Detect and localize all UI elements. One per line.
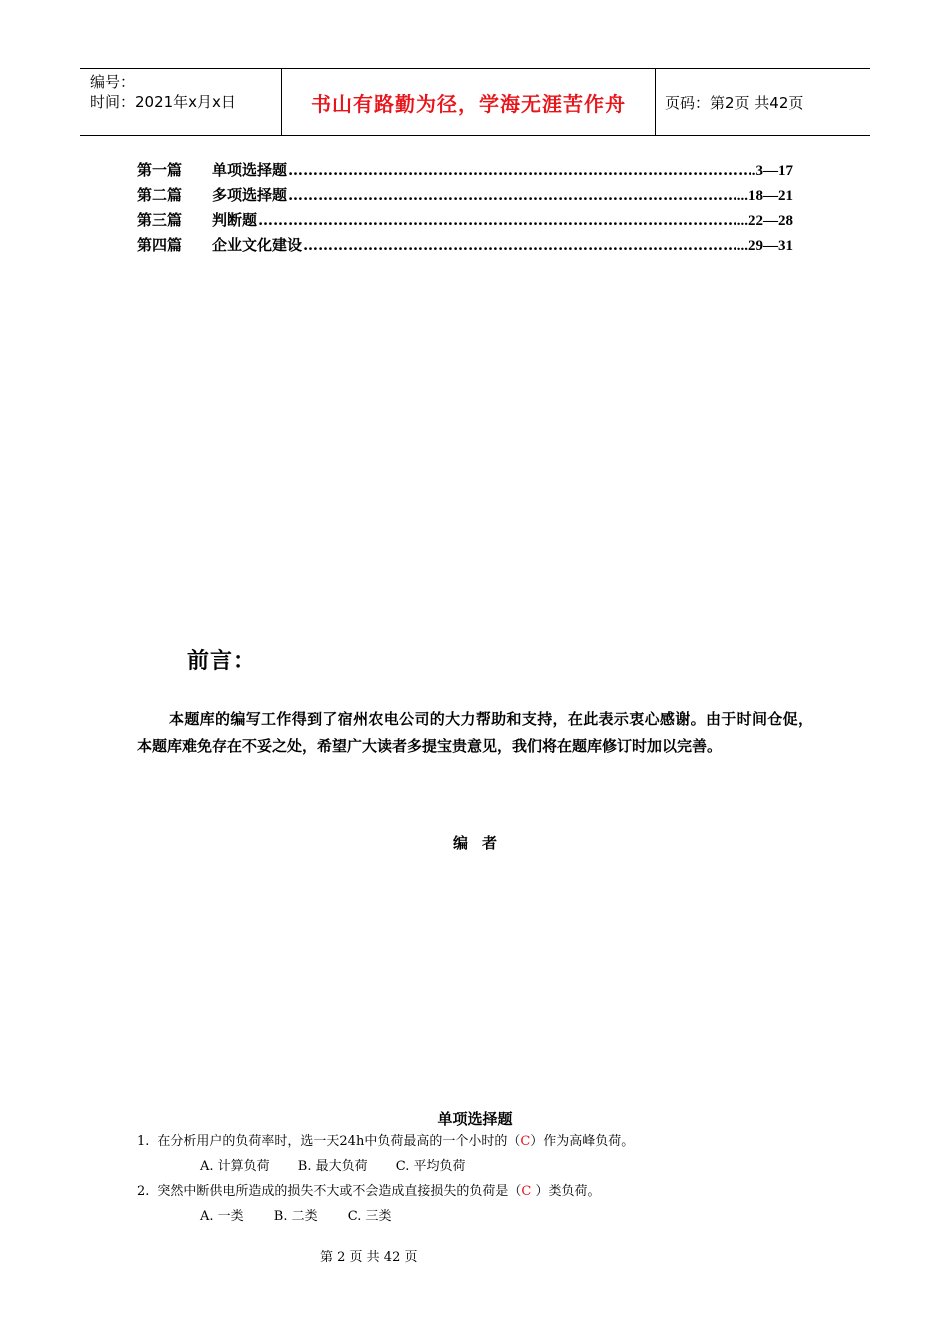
preface-body: 本题库的编写工作得到了宿州农电公司的大力帮助和支持，在此表示衷心感谢。由于时间仓促，本题库难免存在不妥之处，希望广大读者多提宝贵意见，我们将在题库修订时加以完善。: [137, 710, 813, 755]
question-options: [200, 1158, 490, 1176]
toc-part: 第三篇: [137, 211, 183, 229]
toc-title: 多项选择题: [212, 186, 288, 204]
question-text-after: ）类负荷。: [531, 1184, 601, 1199]
option-b: B. 最大负荷: [297, 1159, 368, 1174]
question-answer: C: [521, 1184, 532, 1199]
option-a: A. 计算负荷: [200, 1159, 270, 1174]
toc-leader-dots: [288, 183, 736, 208]
toc-part: 第四篇: [137, 236, 183, 254]
toc-pages: ...29—31: [736, 238, 793, 254]
section-title: 单项选择题: [437, 1110, 513, 1128]
header-motto-cell: [282, 69, 656, 135]
option-c: C. 三类: [347, 1209, 392, 1224]
page-header: [80, 68, 870, 136]
preface-title: 前言：: [187, 649, 257, 674]
question-text-after: ）作为高峰负荷。: [530, 1134, 635, 1149]
toc-pages: ...22—28: [736, 213, 793, 229]
toc-part: 第二篇: [137, 186, 183, 204]
header-page-info: 页码：第2页 共42页: [665, 93, 804, 112]
toc-entry[interactable]: [137, 158, 793, 183]
option-c: C. 平均负荷: [395, 1159, 466, 1174]
toc-title: 单项选择题: [212, 161, 288, 179]
toc-title: 企业文化建设: [212, 236, 303, 254]
header-meta: [80, 69, 282, 135]
page-footer: 第 2 页 共 42 页: [320, 1250, 418, 1265]
option-a: A. 一类: [200, 1209, 244, 1224]
document-number-label: 编号：: [90, 73, 136, 91]
question-options: [200, 1208, 418, 1226]
toc-part: 第一篇: [137, 161, 183, 179]
question-number: 1.: [137, 1134, 150, 1149]
toc-entry[interactable]: [137, 183, 793, 208]
toc-leader-dots: [258, 208, 736, 233]
option-b: B. 二类: [273, 1209, 318, 1224]
question-item: [137, 1183, 601, 1201]
question-text-before: 突然中断供电所造成的损失不大或不会造成直接损失的负荷是（: [157, 1184, 522, 1199]
table-of-contents: [137, 158, 793, 258]
toc-pages: ...18—21: [736, 188, 793, 204]
question-text-before: 在分析用户的负荷率时，选一天24h中负荷最高的一个小时的（: [157, 1134, 521, 1149]
toc-entry[interactable]: [137, 233, 793, 258]
toc-pages: .3—17: [751, 163, 793, 179]
toc-leader-dots: [303, 233, 736, 258]
question-number: 2.: [137, 1184, 150, 1199]
question-item: [137, 1133, 634, 1151]
question-answer: C: [520, 1134, 531, 1149]
toc-entry[interactable]: [137, 208, 793, 233]
toc-title: 判断题: [212, 211, 258, 229]
preface-editor: 编者: [452, 834, 511, 852]
header-motto: 书山有路勤为径，学海无涯苦作舟: [311, 91, 626, 116]
document-time-label: 时间：2021年x月x日: [90, 93, 236, 111]
toc-leader-dots: [288, 158, 751, 183]
